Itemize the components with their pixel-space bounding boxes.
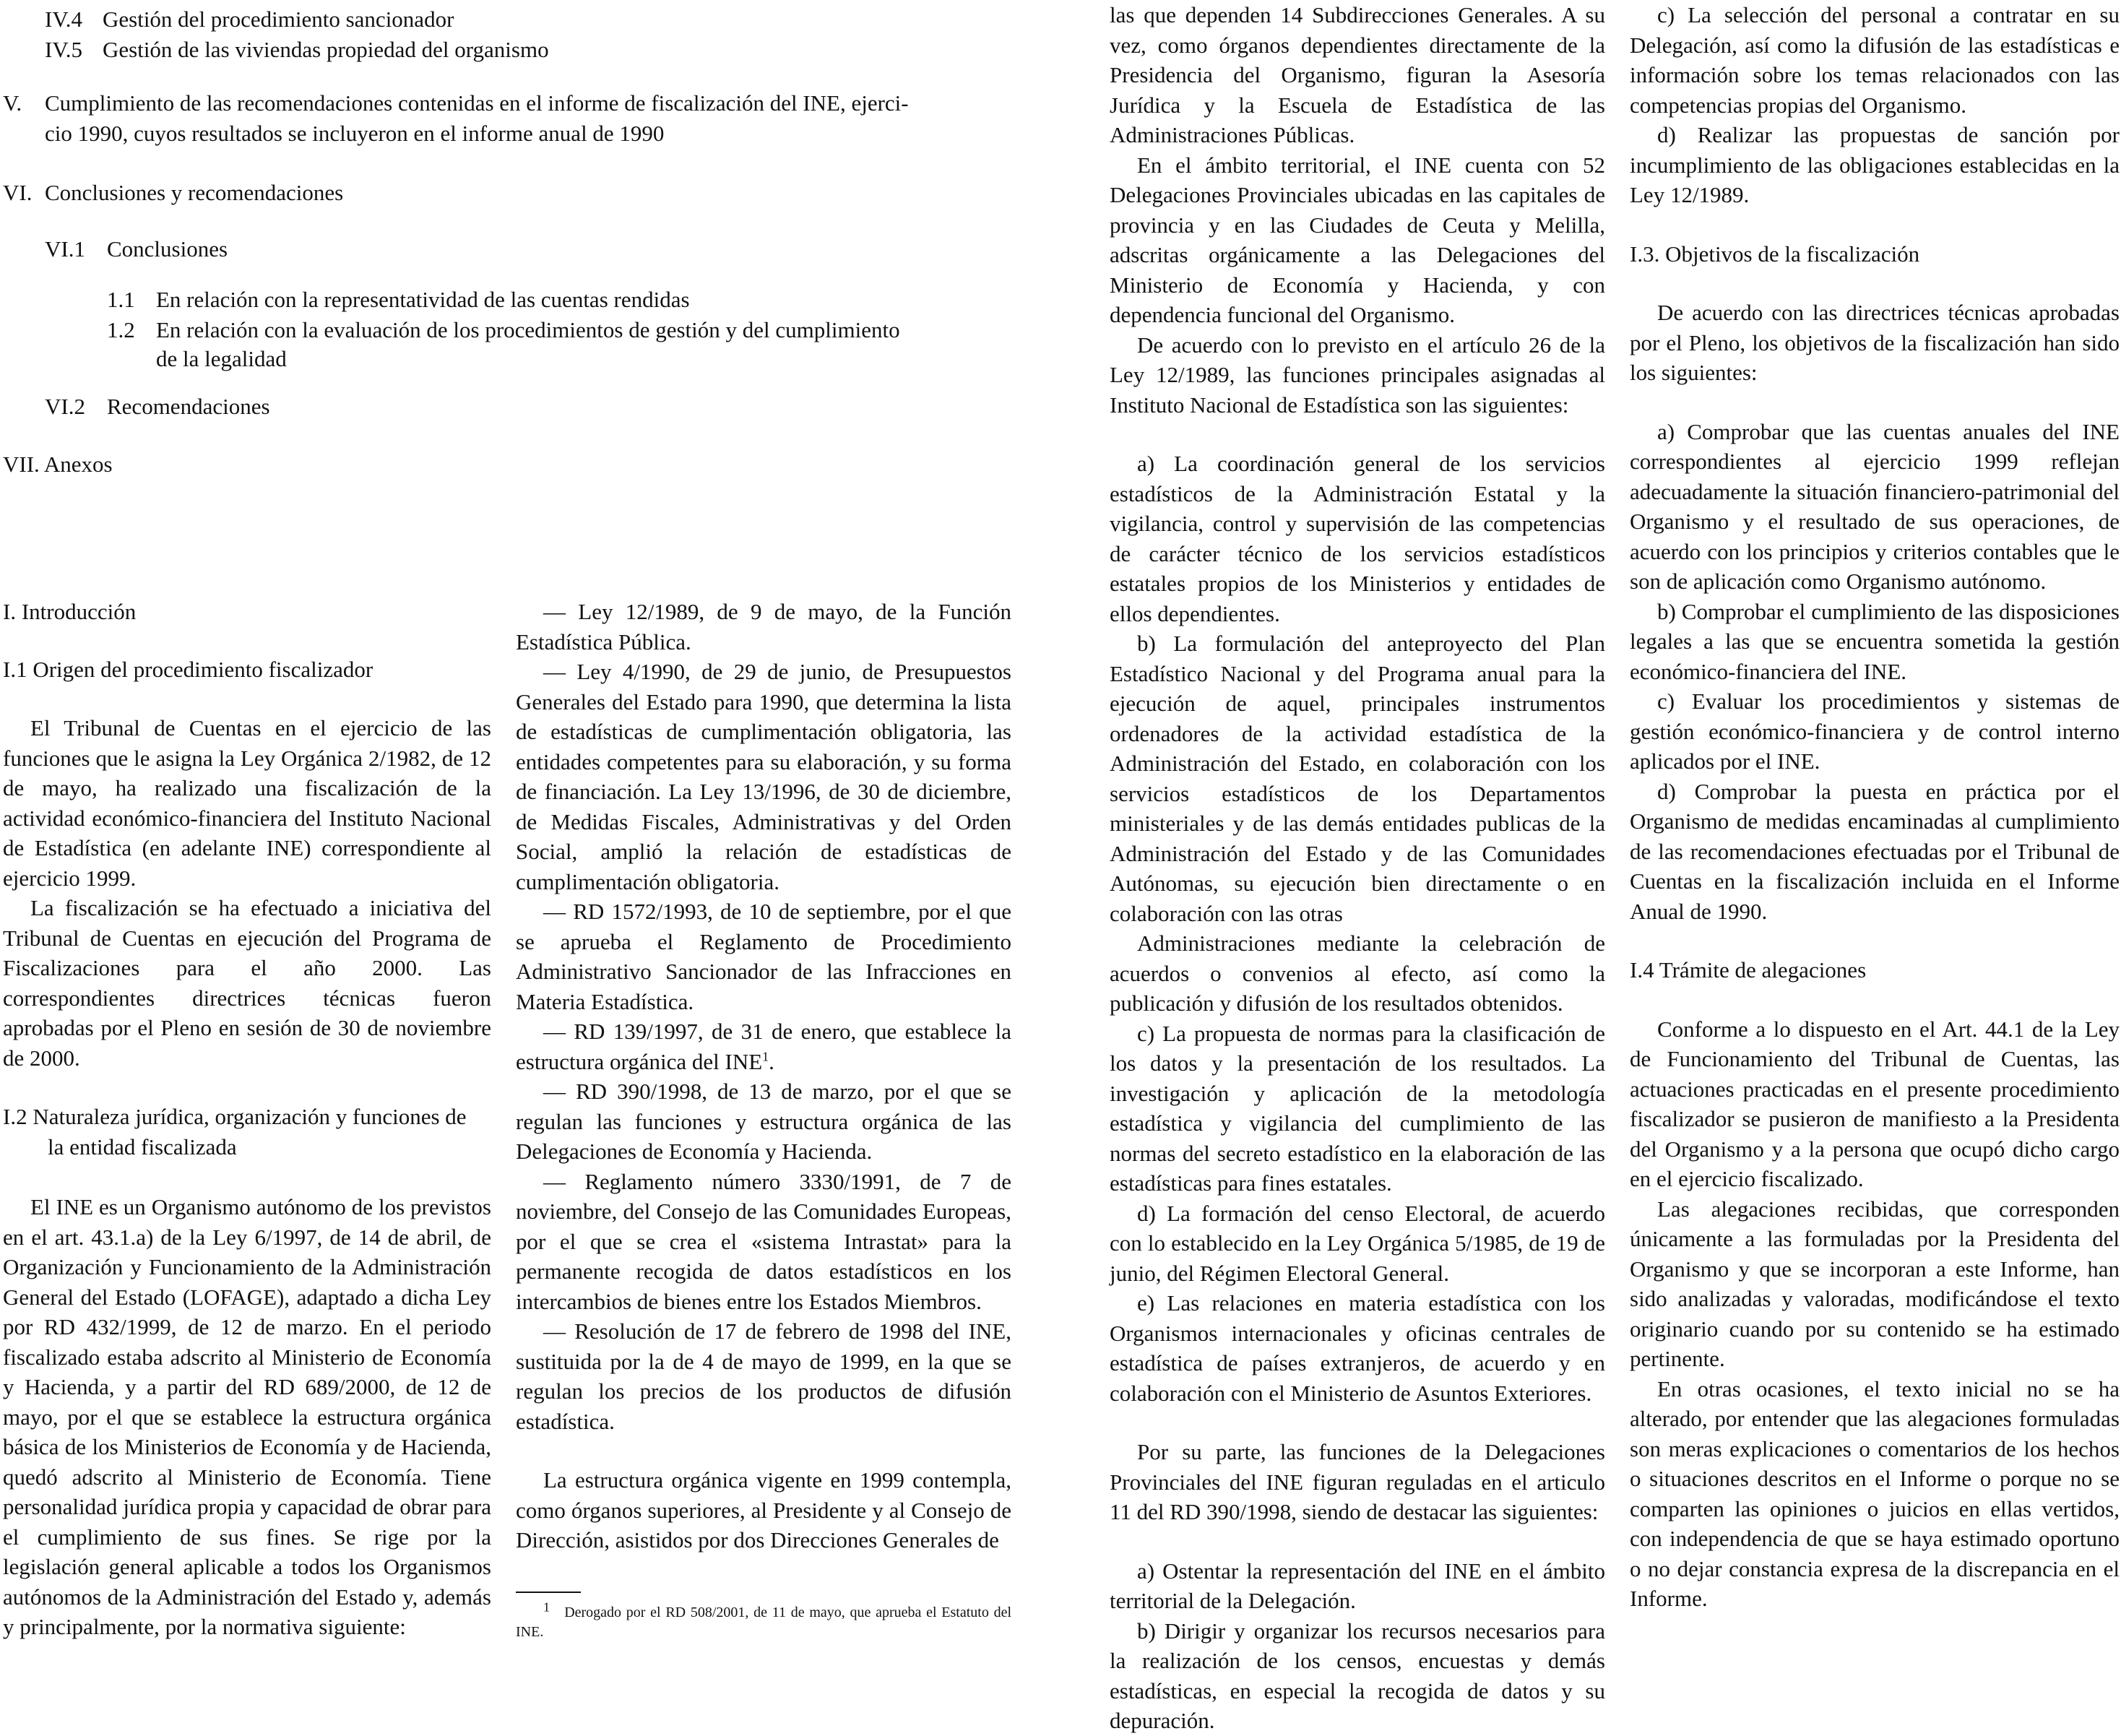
section-heading-1-2: I.2 Naturaleza jurídica, organización y funciones de [3,1104,467,1129]
toc-item-vi2: VI.2 Recomendaciones [45,394,270,419]
paragraph: Las alegaciones recibidas, que corresponden únicamente a las formuladas por la Presidenta del Organismo y que se incorporan a este Informe, han sido analizadas y valoradas, modificándose el texto originario cuando por su contenido se ha estimado pertinente. [1630,1196,2120,1371]
paragraph: Conforme a lo dispuesto en el Art. 44.1 de la Ley de Funcionamiento del Tribunal de Cuentas, las actuaciones practicadas en el presente procedimiento fiscalizador se pusieron de manifiesto a la Presidenta del Organismo y a la persona que ocupó dicho cargo en el ejercicio fiscalizado. [1630,1016,2120,1191]
list-item: — RD 139/1997, de 31 de enero, que establece la estructura orgánica del INE$^1$. [516,1019,1011,1074]
list-item: c) La propuesta de normas para la clasificación de los datos y la presentación de los resultados. La investigación y aplicación de la metodología estadística y vigilancia del cumplimiento de las normas del secreto estadístico en la elaboración de las estadísticas para fines estatales. [1110,1020,1605,1196]
list-item: d) Realizar las propuestas de sanción por incumplimiento de las obligaciones establecidas en la Ley 12/1989. [1630,122,2120,207]
list-item: b) Dirigir y organizar los recursos necesarios para la realización de los censos, encuestas y demás estadísticas, en especial la recogida de datos y su depuración. [1110,1618,1605,1733]
toc-item-vi1: VI.1 Conclusiones [45,236,228,262]
list-item: Administraciones mediante la celebración de acuerdos o convenios al efecto, así como la publicación y difusión de los resultados obtenidos. [1110,930,1605,1016]
section-heading-1-1: I.1 Origen del procedimiento fiscalizador [3,656,373,682]
list-item: d) Comprobar la puesta en práctica por el Organismo de medidas encaminadas al cumplimiento de las recomendaciones efectuadas por el Tribunal de Cuentas en la fiscalización incluida en el Informe Anual de 1990. [1630,778,2120,924]
section-heading-introduccion: I. Introducción [3,599,137,624]
toc-item-v-cont: cio 1990, cuyos resultados se incluyeron en el informe anual de 1990 [45,121,665,146]
footnote-ref: 1 [762,1049,769,1064]
paragraph: La fiscalización se ha efectuado a iniciativa del Tribunal de Cuentas en ejecución del Programa de Fiscalizaciones para el año 2000. Las correspondientes directrices técnicas fueron aprobadas por el Pleno en sesión de 30 de noviembre de 2000. [3,895,491,1071]
paragraph: El INE es un Organismo autónomo de los previstos en el art. 43.1.a) de la Ley 6/1997, de 14 de abril, de Organización y Funcionamiento de la Administración General del Estado (LOFAGE), adaptado a dicha Ley por RD 432/1999, de 12 de marzo. En el periodo fiscalizado estaba adscrito al Ministerio de Economía y Hacienda, y a partir del RD 689/2000, de 12 de mayo, por el que se establece la estructura orgánica básica de los Ministerios de Economía y de Hacienda, quedó adscrito al Ministerio de Economía. Tiene personalidad jurídica propia y capacidad de obrar para el cumplimiento de sus fines. Se rige por la legislación general aplicable a todos los Organismos autónomos de la Administración del Estado y, además y principalmente, por la normativa siguiente: [3,1194,491,1639]
toc-item-iv5: IV.5 Gestión de las viviendas propiedad del organismo [45,37,549,62]
footnote: $^1$ Derogado por el RD 508/2001, de 11 de mayo, que aprueba el Estatuto del INE. [516,1599,1012,1640]
column-1 [3,597,491,1642]
list-item: a) La coordinación general de los servicios estadísticos de la Administración Estatal y la vigilancia, control y supervisión de las competencias de carácter técnico de los servicios estadísticos estatales propios de los Ministerios y entidades de ellos dependientes. [1110,451,1605,626]
list-item: — RD 1572/1993, de 10 de septiembre, por el que se aprueba el Reglamento de Procedimiento Administrativo Sancionador de las Infracciones en Materia Estadística. [516,899,1011,1014]
list-item: — RD 390/1998, de 13 de marzo, por el que se regulan las funciones y estructura orgánica de las Delegaciones de Economía y Hacienda. [516,1079,1011,1164]
list-item: e) Las relaciones en materia estadística con los Organismos internacionales y oficinas centrales de estadística de países extranjeros, de acuerdo y en colaboración con el Ministerio de Asuntos Exteriores. [1110,1290,1605,1406]
toc-item-iv4: IV.4 Gestión del procedimiento sancionador [45,7,454,32]
paragraph: La estructura orgánica vigente en 1999 contempla, como órganos superiores, al Presidente y al Consejo de Dirección, asistidos por dos Direcciones Generales de [516,1467,1011,1553]
section-heading-1-4: I.4 Trámite de alegaciones [1630,957,1867,983]
paragraph: De acuerdo con lo previsto en el artículo 26 de la Ley 12/1989, las funciones principales asignadas al Instituto Nacional de Estadística son las siguientes: [1110,332,1605,418]
toc-item-1-2-cont: de la legalidad [156,346,287,371]
section-heading-1-2-cont: la entidad fiscalizada [48,1133,237,1160]
list-item: b) Comprobar el cumplimiento de las disposiciones legales a las que se encuentra sometida la gestión económico-financiera del INE. [1630,598,2120,684]
list-item: — Resolución de 17 de febrero de 1998 del INE, sustituida por la de 4 de mayo de 1999, en la que se regulan los precios de los productos de difusión estadística. [516,1318,1011,1434]
section-heading-1-3: I.3. Objetivos de la fiscalización [1630,241,1920,267]
column-2 [516,597,1011,1642]
list-item: c) La selección del personal a contratar en su Delegación, así como la difusión de las estadísticas e información sobre los temas relacionados con las competencias propias del Organismo. [1630,2,2120,118]
list-item: b) La formulación del anteproyecto del Plan Estadístico Nacional y del Programa anual para la ejecución de aquel, principales instrumentos ordenadores de la actividad estadística de la Administración del Estado, en colaboración con los servicios estadísticos de los Departamentos ministeriales y de las demás entidades publicas de la Administración del Estado y de las Comunidades Autónomas, su ejecución bien directamente o en colaboración con las otras [1110,631,1605,926]
footnote-divider [516,1592,581,1593]
list-item: a) Comprobar que las cuentas anuales del INE correspondientes al ejercicio 1999 reflejan adecuadamente la situación financiero-patrimonial del Organismo y el resultado de sus operaciones, de acuerdo con los principios y criterios contables que le son de aplicación como Organismo autónomo. [1630,418,2120,594]
toc-item-vii: VII. Anexos [3,452,113,477]
paragraph: En otras ocasiones, el texto inicial no se ha alterado, por entender que las alegaciones formuladas son meras explicaciones o comentarios de los hechos o situaciones descritos en el Informe o porque no se comparten las opiniones o juicios en ellas vertidos, con independencia de que se haya estimado oportuno o no dejar constancia expresa de la discrepancia en el Informe. [1630,1376,2120,1611]
paragraph: En el ámbito territorial, el INE cuenta con 52 Delegaciones Provinciales ubicadas en las capitales de provincia y en las Ciudades de Ceuta y Melilla, adscritas orgánicamente a las Delegaciones del Ministerio de Economía y Hacienda, y con dependencia funcional del Organismo. [1110,152,1605,327]
list-item: c) Evaluar los procedimientos y sistemas de gestión económico-financiera y de control interno aplicados por el INE. [1630,688,2120,774]
toc-item-1-2: 1.2 En relación con la evaluación de los procedimientos de gestión y del cumplimiento [107,317,900,342]
paragraph: Por su parte, las funciones de la Delegaciones Provinciales del INE figuran reguladas en el articulo 11 del RD 390/1998, siendo de destacar las siguientes: [1110,1439,1605,1524]
list-item: — Ley 4/1990, de 29 de junio, de Presupuestos Generales del Estado para 1990, que determina la lista de estadísticas de cumplimentación obligatoria, las entidades competentes para su elaboración, y su forma de financiación. La Ley 13/1996, de 30 de diciembre, de Medidas Fiscales, Administrativas y del Orden Social, amplió la relación de estadísticas de cumplimentación obligatoria. [516,659,1011,894]
paragraph: De acuerdo con las directrices técnicas aprobadas por el Pleno, los objetivos de la fiscalización han sido los siguientes: [1630,300,2120,385]
toc-item-v: V. Cumplimiento de las recomendaciones contenidas en el informe de fiscalización del INE, ejerci- [3,90,909,116]
list-item: — Ley 12/1989, de 9 de mayo, de la Función Estadística Pública. [516,599,1011,655]
list-item: a) Ostentar la representación del INE en el ámbito territorial de la Delegación. [1110,1558,1605,1613]
column-3 [1110,0,1605,1736]
paragraph: las que dependen 14 Subdirecciones Generales. A su vez, como órganos dependientes directamente de la Presidencia del Organismo, figuran la Asesoría Jurídica y la Escuela de Estadística de las Administraciones Públicas. [1110,2,1605,147]
column-4 [1630,0,2120,1614]
paragraph: El Tribunal de Cuentas en el ejercicio de las funciones que le asigna la Ley Orgánica 2/1982, de 12 de mayo, ha realizado una fiscalización de la actividad económico-financiera del Instituto Nacional de Estadística (en adelante INE) correspondiente al ejercicio 1999. [3,715,491,891]
list-item: d) La formación del censo Electoral, de acuerdo con lo establecido en la Ley Orgánica 5/1985, de 19 de junio, del Régimen Electoral General. [1110,1200,1605,1286]
list-item: — Reglamento número 3330/1991, de 7 de noviembre, del Consejo de las Comunidades Europeas, por el que se crea el «sistema Intrastat» para la permanente recogida de datos estadísticos en los intercambios de bienes entre los Estados Miembros. [516,1168,1011,1314]
toc-item-vi: VI. Conclusiones y recomendaciones [3,180,344,205]
toc-item-1-1: 1.1 En relación con la representatividad de las cuentas rendidas [107,287,690,312]
